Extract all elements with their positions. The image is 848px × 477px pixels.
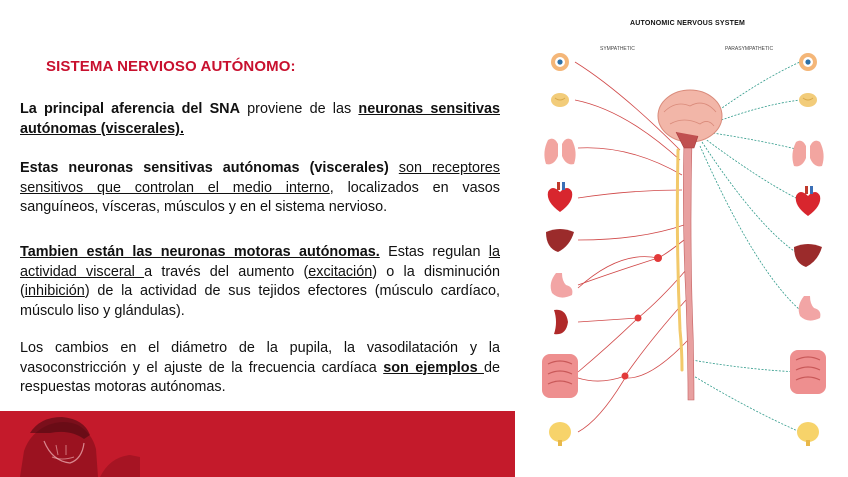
- parasympathetic-nerve-eye: [708, 62, 800, 118]
- sympathetic-nerve-gland: [575, 100, 680, 160]
- brain-icon: [658, 90, 722, 148]
- bladder-icon: [797, 422, 819, 446]
- diagram-title: AUTONOMIC NERVOUS SYSTEM: [630, 20, 745, 27]
- p4-bold-underline: son ejemplos: [383, 359, 484, 376]
- lungs-icon: [792, 134, 823, 166]
- kidney-icon: [554, 310, 568, 335]
- p4-text-1: Los cambios en el diámetro de la pupila, la vasodilatación y la vasoconstricción y el ajuste de la frecuencia cardíaca: [20, 340, 500, 376]
- sympathetic-nerves: [575, 62, 688, 432]
- paragraph-principal-aferencia: [20, 100, 500, 139]
- left-organs: [542, 53, 578, 446]
- parasympathetic-nerve-intestine: [692, 360, 800, 372]
- p2-space: [389, 160, 399, 176]
- eye-icon: [551, 53, 569, 71]
- liver-icon: [546, 229, 574, 252]
- portrait-engraving-icon: [0, 411, 140, 477]
- ganglion-mesenteric-superior: [635, 315, 642, 322]
- sympathetic-label: SYMPATHETIC: [600, 46, 635, 52]
- p3-text-3: ) o la disminución (: [20, 263, 500, 299]
- p3-excitacion: excitación: [308, 263, 373, 280]
- sympathetic-nerve-kidney: [578, 270, 686, 322]
- p2-bold: Estas neuronas sensitivas autónomas (viscerales): [20, 160, 389, 176]
- gland-icon: [799, 93, 817, 107]
- p2-text: , localizados en vasos sanguíneos, vísceras, músculos y en el sistema nervioso.: [20, 179, 500, 215]
- sympathetic-nerve-branch-1: [578, 257, 658, 288]
- parasympathetic-nerve-heart: [704, 138, 800, 200]
- parasympathetic-label: PARASYMPATHETIC: [725, 46, 774, 52]
- parasympathetic-nerve-stomach: [700, 146, 800, 310]
- ganglion-mesenteric-inferior: [622, 373, 629, 380]
- sympathetic-nerve-intestine: [578, 300, 686, 381]
- intestine-icon: [542, 354, 578, 398]
- parasympathetic-nerve-bladder: [692, 375, 800, 432]
- parasympathetic-nerve-lungs: [706, 132, 800, 150]
- liver-icon: [794, 244, 822, 267]
- right-organs: [790, 53, 826, 446]
- sympathetic-nerve-stomach: [578, 240, 684, 285]
- paragraph-neuronas-motoras: [20, 243, 500, 321]
- stomach-icon: [551, 273, 573, 298]
- p4-text-2: de respuestas motoras autónomas.: [20, 359, 500, 395]
- p3-text-2: a través del aumento (: [144, 263, 309, 280]
- ganglia: [622, 254, 663, 380]
- sympathetic-nerve-branch-2: [578, 318, 638, 372]
- intestine-icon: [790, 350, 826, 394]
- parasympathetic-nerve-gland: [708, 100, 800, 125]
- bottom-red-band: [0, 411, 515, 477]
- p1-underline: neuronas sensitivas autónomas (viscerales).: [20, 101, 500, 137]
- p2-underline: son receptores sensitivos que controlan el medio interno: [20, 160, 500, 196]
- sympathetic-nerve-lungs: [578, 148, 682, 175]
- stomach-icon: [799, 296, 821, 321]
- sympathetic-nerve-eye: [575, 62, 680, 150]
- p3-text-1: Estas regulan: [379, 244, 489, 260]
- sympathetic-nerve-heart: [578, 190, 682, 198]
- sympathetic-nerve-bladder: [578, 340, 688, 432]
- parasympathetic-nerves: [692, 62, 800, 432]
- slide-title: SISTEMA NERVIOSO AUTÓNOMO:: [46, 58, 296, 75]
- p3-inhibicion: inhibición: [24, 283, 85, 299]
- parasympathetic-nerve-liver: [702, 142, 800, 255]
- p3-underline-1: la actividad visceral: [20, 244, 500, 280]
- p1-text: proviene de las: [239, 101, 359, 117]
- gland-icon: [551, 93, 569, 107]
- spinal-cord: [683, 140, 694, 400]
- bladder-icon: [549, 422, 571, 446]
- p1-bold: La principal aferencia del SNA: [20, 101, 240, 117]
- lungs-icon: [544, 132, 575, 164]
- paragraph-ejemplos: [20, 339, 500, 398]
- eye-icon: [799, 53, 817, 71]
- sympathetic-nerve-liver: [578, 225, 684, 240]
- heart-icon: [796, 186, 821, 216]
- heart-icon: [548, 182, 573, 212]
- p3-bold-underline: Tambien están las neuronas motoras autónomas.: [20, 244, 380, 260]
- sympathetic-chain: [677, 150, 682, 370]
- ganglion-celiac: [654, 254, 662, 262]
- p3-text-4: ) de la actividad de sus tejidos efectores (músculo cardíaco, músculo liso y glándulas).: [20, 283, 500, 319]
- paragraph-neuronas-sensitivas: [20, 159, 500, 218]
